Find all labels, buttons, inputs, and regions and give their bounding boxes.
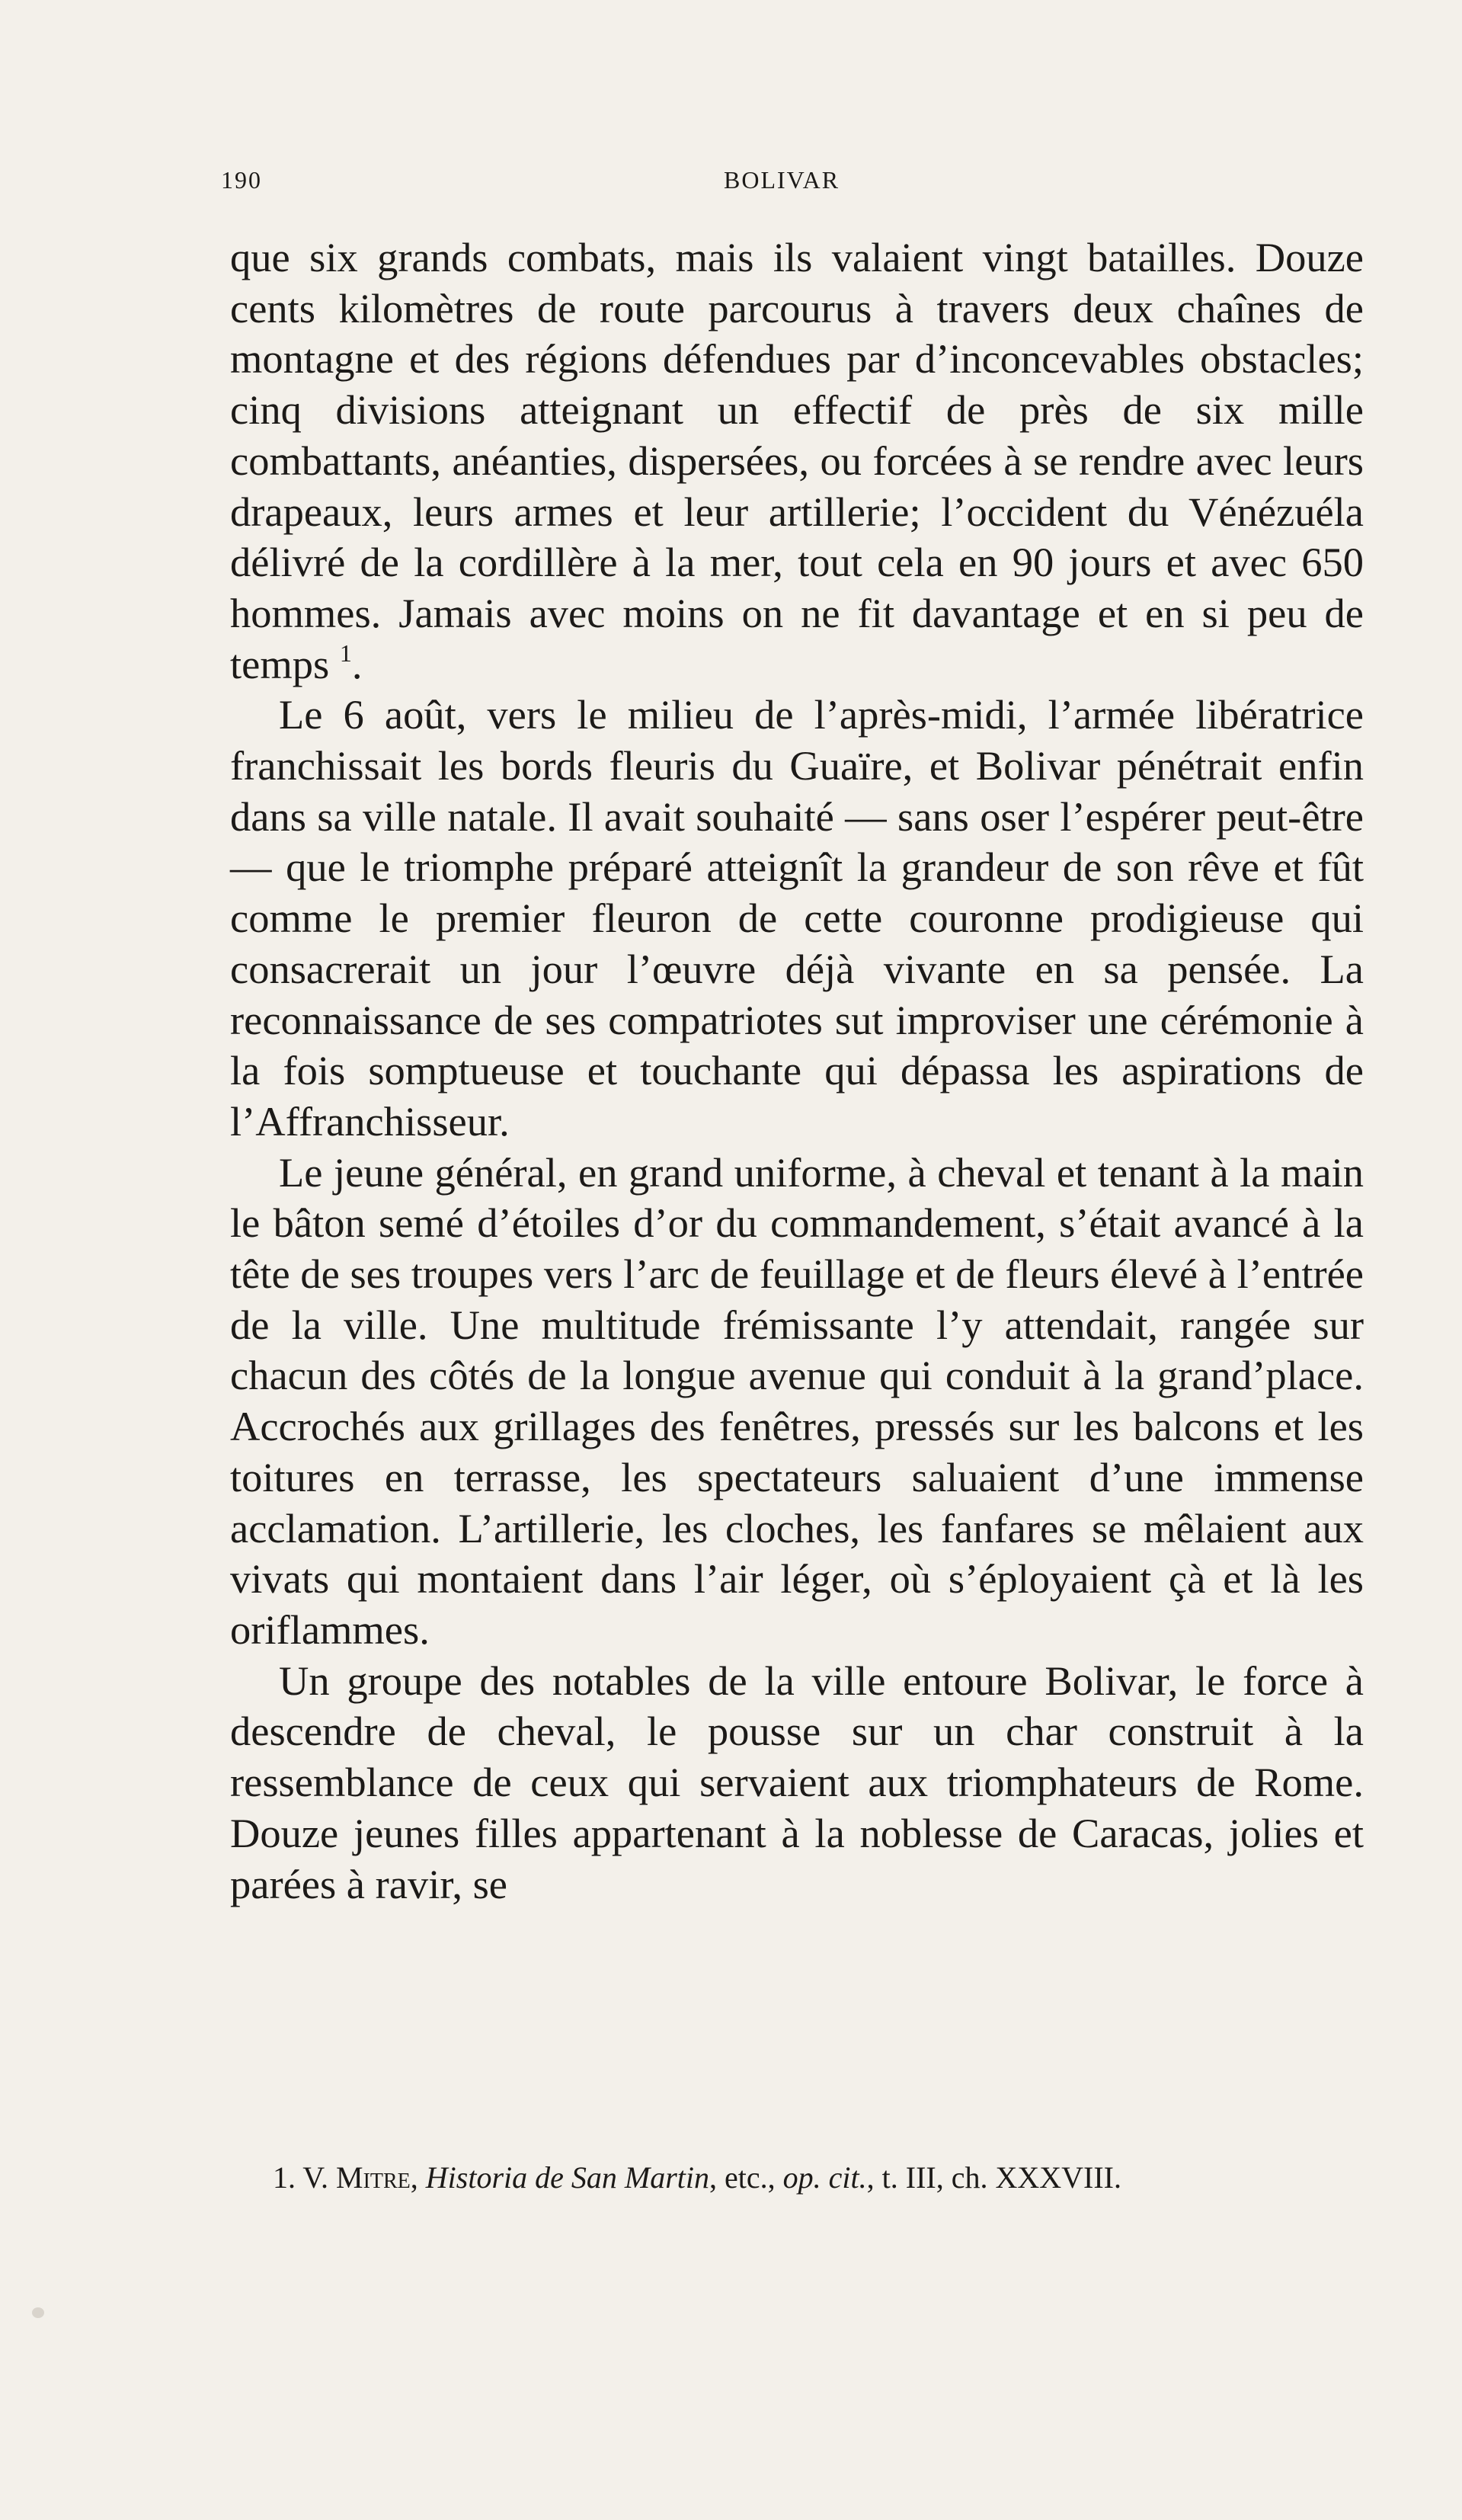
footnote-op-cit: op. cit.: [782, 2160, 867, 2195]
paragraph-2: Le 6 août, vers le milieu de l’après-midi, l’armée libératrice franchissait les bords fleuris du Guaïre, et Bolivar pénétrait enfin dans sa ville natale. Il avait souhaité — sans oser l’espérer peut-être — que le triomphe préparé atteignît la grandeur de son rêve et fût comme le premier fleuron de cette couronne prodigieuse qui consacrerait un jour l’œuvre déjà vivante en sa pensée. La reconnaissance de ses compatriotes sut improviser une cérémonie à la fois somptueuse et touchante qui dépassa les aspirations de l’Affranchisseur.: [230, 691, 1364, 1145]
footnote-reference: 1: [339, 639, 352, 667]
running-head: [221, 166, 1364, 204]
footnote: [230, 2158, 1364, 2198]
footnote-separator: ,: [410, 2160, 418, 2195]
paper-smudge: [32, 2307, 44, 2318]
footnote-etc: , etc.,: [709, 2160, 776, 2195]
footnote-volume-chapter: , t. III, ch. XXXVIII.: [866, 2160, 1121, 2195]
footnote-title: Historia de San Martin: [425, 2160, 710, 2195]
paragraph-1-text: que six grands combats, mais ils valaient vingt batailles. Douze cents kilomètres de route parcourus à travers deux chaînes de montagne et des régions défendues par d’inconcevables obstacles; cinq divisions atteignant un effectif de près de six mille combattants, anéanties, dispersées, ou forcées à se rendre avec leurs drapeaux, leurs armes et leur artillerie; l’occident du Vénézuéla délivré de la cordillère à la mer, tout cela en 90 jours et avec 650 hommes. Jamais avec moins on ne fit davantage et en si peu de temps: [230, 234, 1364, 687]
running-title: BOLIVAR: [724, 166, 840, 194]
paragraph-3: Le jeune général, en grand uniforme, à cheval et tenant à la main le bâton semé d’étoiles d’or du commandement, s’était avancé à la tête de ses troupes vers l’arc de feuillage et de fleurs élevé à l’entrée de la ville. Une multitude frémissante l’y attendait, rangée sur chacun des côtés de la longue avenue qui conduit à la grand’place. Accrochés aux grillages des fenêtres, pressés sur les balcons et les toitures en terrasse, les spectateurs saluaient d’une immense acclamation. L’artillerie, les cloches, les fanfares se mêlaient aux vivats qui montaient dans l’air léger, où s’éployaient çà et là les oriflammes.: [230, 1148, 1364, 1653]
page-number: 190: [221, 166, 262, 194]
paragraph-1: [230, 232, 1364, 690]
body-text: [230, 232, 1364, 1910]
paragraph-4: Un groupe des notables de la ville entoure Bolivar, le force à descendre de cheval, le pousse sur un char construit à la ressemblance de ceux qui servaient aux triomphateurs de Rome. Douze jeunes filles appartenant à la noblesse de Caracas, jolies et parées à ravir, se: [230, 1657, 1364, 1907]
paragraph-1-end: .: [351, 640, 363, 687]
footnote-number: 1. V.: [273, 2160, 329, 2195]
footnote-author: Mitre: [336, 2160, 411, 2195]
